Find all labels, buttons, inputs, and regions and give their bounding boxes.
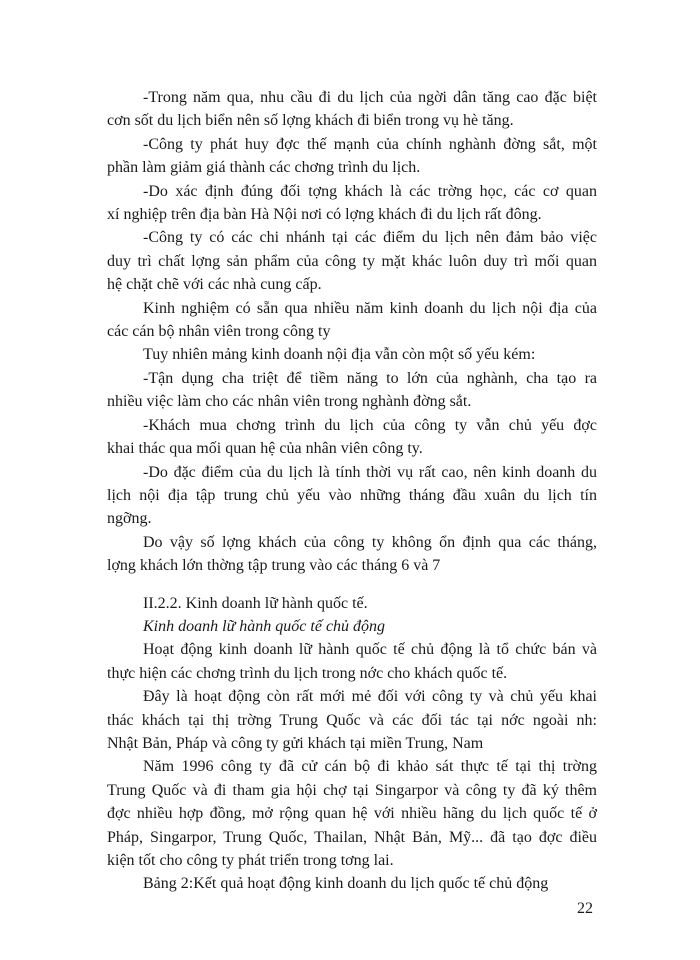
heading-text: II.2.2. Kinh doanh lữ hành quốc tế. <box>143 594 368 612</box>
text-line: -Khách mua chơng trình du lịch của công ty vẫn chủ yếu đợc <box>143 416 597 434</box>
text-line: nhiều việc làm cho các nhân viên trong nghành đờng sắt. <box>107 393 472 411</box>
text-line: khai thác qua mối quan hệ của nhân viên công ty. <box>107 440 423 458</box>
paragraph-target-customers <box>107 180 597 227</box>
text-line: Hoạt động kinh doanh lữ hành quốc tế chủ động là tổ chức bán và <box>143 641 597 659</box>
text-line: phần làm giảm giá thành các chơng trình du lịch. <box>107 159 421 177</box>
text-line: Trung Quốc và đi tham gia hội chợ tại Singarpor và công ty đã ký thêm <box>107 781 597 799</box>
text-line: -Trong năm qua, nhu cầu đi du lịch của ngời dân tăng cao đặc biệt <box>143 89 597 106</box>
paragraph-branches <box>107 226 597 296</box>
text-line: Năm 1996 công ty đã cử cán bộ đi khảo sát thực tế tại thị trờng <box>143 758 597 776</box>
paragraph-customer-volume <box>107 531 597 578</box>
text-line: hệ chặt chẽ với các nhà cung cấp. <box>107 276 322 294</box>
table-caption <box>107 872 597 895</box>
text-line: Nhật Bản, Pháp và công ty gửi khách tại miền Trung, Nam <box>107 734 484 752</box>
text-line: xí nghiệp trên địa bàn Hà Nội nơi có lợng khách đi du lịch rất đông. <box>107 206 542 224</box>
paragraph-new-activity <box>107 685 597 755</box>
page-number: 22 <box>577 900 593 917</box>
caption-text: Bảng 2:Kết quả hoạt động kinh doanh du lịch quốc tế chủ động <box>143 875 549 893</box>
text-line: Tuy nhiên mảng kinh doanh nội địa vẫn còn một số yếu kém: <box>143 346 536 364</box>
paragraph-1996-survey <box>107 755 597 872</box>
text-line: lợng khách lớn thờng tập trung vào các tháng 6 và 7 <box>107 557 441 575</box>
text-line: duy trì chất lợng sản phẩm của công ty mặt khác luôn duy trì mối quan <box>107 252 597 270</box>
text-line: -Công ty phát huy đợc thế mạnh của chính nghành đờng sắt, một <box>143 135 597 153</box>
text-line: các cán bộ nhân viên trong công ty <box>107 323 331 341</box>
text-line: -Do xác định đúng đối tợng khách là các trờng học, các cơ quan <box>143 182 597 200</box>
text-line: thực hiện các chơng trình du lịch trong nớc cho khách quốc tế. <box>107 664 508 682</box>
text-line: -Do đặc điểm của du lịch là tính thời vụ rất cao, nên kinh doanh du <box>143 463 597 481</box>
text-line: đợc nhiều hợp đồng, mở rộng quan hệ với nhiều hãng du lịch quốc tế ở <box>107 805 597 823</box>
text-line: Do vậy số lợng khách của công ty không ổn định qua các tháng, <box>143 533 597 551</box>
paragraph-active-tourism-definition <box>107 638 597 685</box>
text-line: -Tận dụng cha triệt để tiềm năng to lớn của nghành, cha tạo ra <box>143 369 597 387</box>
paragraph-weakness-seasonality <box>107 461 597 531</box>
text-line: Đây là hoạt động còn rất mới mẻ đối với công ty và chủ yếu khai <box>143 688 597 706</box>
paragraph-weaknesses-intro <box>107 343 597 366</box>
subheading-text: Kinh doanh lữ hành quốc tế chủ động <box>143 617 386 635</box>
section-heading <box>107 592 597 615</box>
text-line: lịch nội địa tập trung chủ yếu vào những tháng đầu xuân du lịch tín <box>107 486 597 504</box>
text-line: thác khách tại thị trờng Trung Quốc và các đối tác tại nớc ngoài nh: <box>107 711 597 729</box>
subsection-heading <box>107 615 597 638</box>
paragraph-weakness-sales <box>107 414 597 461</box>
text-line: Kinh nghiệm có sẵn qua nhiều năm kinh doanh du lịch nội địa của <box>143 299 597 317</box>
text-line: kiện tốt cho công ty phát triển trong tơng lai. <box>107 852 394 869</box>
text-line: -Công ty có các chi nhánh tại các điểm du lịch nên đảm bảo việc <box>143 229 597 247</box>
paragraph-demand <box>107 86 597 133</box>
paragraph-weakness-potential <box>107 367 597 414</box>
text-line: ngỡng. <box>107 510 152 528</box>
text-line: cơn sốt du lịch biển nên số lợng khách đi biển trong vụ hè tăng. <box>107 112 514 130</box>
paragraph-railway-strength <box>107 133 597 180</box>
document-body <box>107 86 597 896</box>
text-line: Pháp, Singarpor, Trung Quốc, Thailan, Nhật Bản, Mỹ... đã tạo đợc điều <box>107 828 597 846</box>
paragraph-experience <box>107 297 597 344</box>
